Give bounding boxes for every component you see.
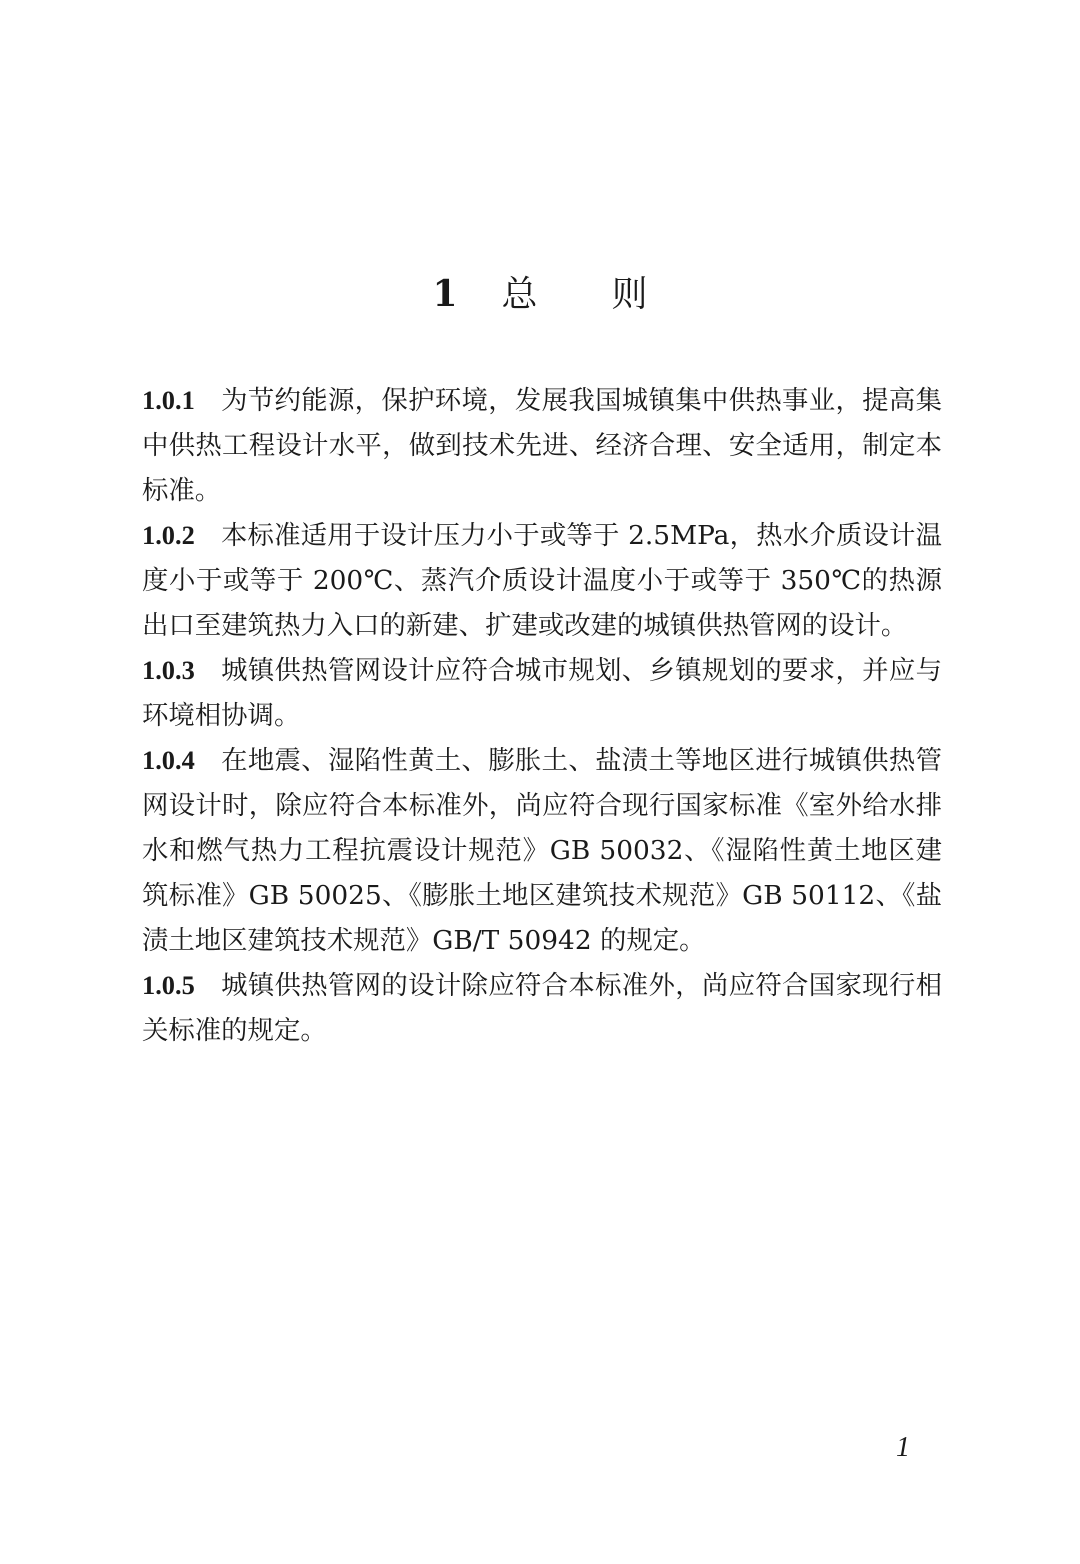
chapter-title-char-1: 总	[501, 274, 538, 315]
clause-number: 1.0.4	[142, 745, 195, 775]
clause-1-0-1	[142, 378, 942, 513]
chapter-number: 1	[432, 273, 458, 315]
chapter-title-char-2: 则	[611, 274, 648, 315]
clause-text: 城镇供热管网的设计除应符合本标准外，尚应符合国家现行相关标准的规定。	[142, 970, 942, 1046]
clause-1-0-5	[142, 963, 942, 1053]
clause-1-0-3	[142, 648, 942, 738]
clause-number: 1.0.1	[142, 385, 195, 415]
clause-1-0-2	[142, 513, 942, 648]
clause-number: 1.0.5	[142, 970, 195, 1000]
page-number: 1	[896, 1432, 910, 1463]
clause-text: 本标准适用于设计压力小于或等于 2.5MPa，热水介质设计温度小于或等于 200℃、蒸汽介质设计温度小于或等于 350℃的热源出口至建筑热力入口的新建、扩建或改建的城镇供热管网的设计。	[142, 520, 942, 641]
clause-number: 1.0.2	[142, 520, 195, 550]
chapter-title	[0, 268, 1080, 321]
clause-text: 为节约能源，保护环境，发展我国城镇集中供热事业，提高集中供热工程设计水平，做到技术先进、经济合理、安全适用，制定本标准。	[142, 385, 942, 506]
clause-number: 1.0.3	[142, 655, 195, 685]
clause-text: 在地震、湿陷性黄土、膨胀土、盐渍土等地区进行城镇供热管网设计时，除应符合本标准外，尚应符合现行国家标准《室外给水排水和燃气热力工程抗震设计规范》GB 50032、《湿陷性黄土地区建筑标准》GB 50025、《膨胀土地区建筑技术规范》GB 50112、《盐渍土地区建筑技术规范》GB/T 50942 的规定。	[142, 745, 942, 956]
clause-text: 城镇供热管网设计应符合城市规划、乡镇规划的要求，并应与环境相协调。	[142, 655, 942, 731]
chapter-body	[142, 378, 942, 1053]
clause-1-0-4	[142, 738, 942, 963]
